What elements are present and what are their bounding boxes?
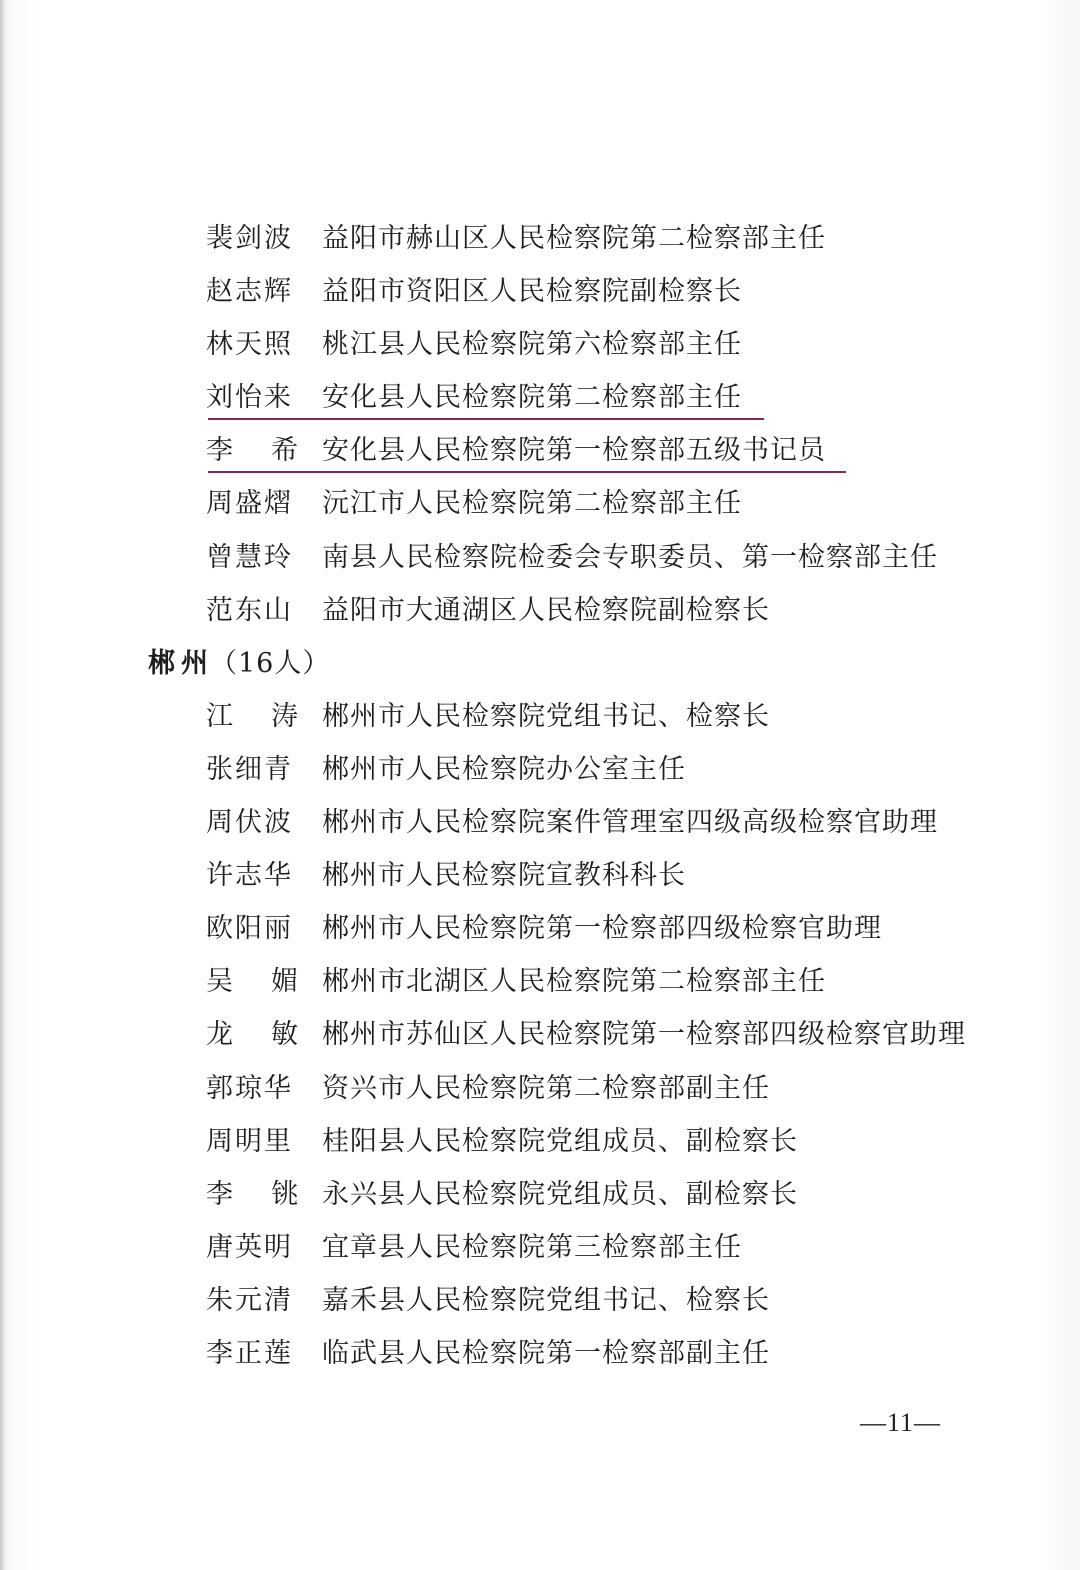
name-char: 李 bbox=[206, 1178, 233, 1210]
person-name bbox=[206, 1168, 298, 1221]
list-item bbox=[0, 1274, 1080, 1327]
person-title: 南县人民检察院检委会专职委员、第一检察部主任 bbox=[322, 541, 938, 573]
person-name bbox=[206, 955, 298, 1008]
person-name: 李正莲 bbox=[206, 1337, 293, 1369]
person-name: 唐英明 bbox=[206, 1231, 293, 1263]
person-name: 周伏波 bbox=[206, 807, 293, 839]
person-name: 周盛熠 bbox=[206, 488, 293, 520]
name-char: 李 bbox=[206, 435, 233, 467]
person-title: 郴州市苏仙区人民检察院第一检察部四级检察官助理 bbox=[322, 1019, 966, 1051]
person-name: 许志华 bbox=[206, 860, 293, 892]
list-item bbox=[0, 477, 1080, 530]
person-name: 张细青 bbox=[206, 753, 293, 785]
person-name: 林天照 bbox=[206, 329, 293, 361]
name-char: 敏 bbox=[271, 1019, 298, 1051]
name-char: 希 bbox=[271, 435, 298, 467]
list-item bbox=[0, 584, 1080, 637]
person-title: 郴州市人民检察院案件管理室四级高级检察官助理 bbox=[322, 807, 938, 839]
list-item bbox=[0, 265, 1080, 318]
person-title: 永兴县人民检察院党组成员、副检察长 bbox=[322, 1178, 798, 1210]
highlight-underline bbox=[208, 471, 846, 473]
person-name bbox=[206, 424, 298, 477]
person-title: 临武县人民检察院第一检察部副主任 bbox=[322, 1337, 770, 1369]
list-item bbox=[0, 690, 1080, 743]
list-item bbox=[0, 212, 1080, 265]
region-char: 郴 bbox=[148, 647, 175, 679]
person-title: 郴州市人民检察院第一检察部四级检察官助理 bbox=[322, 913, 882, 945]
name-char: 媚 bbox=[271, 966, 298, 998]
person-title: 安化县人民检察院第一检察部五级书记员 bbox=[322, 435, 826, 467]
person-name: 裴剑波 bbox=[206, 223, 293, 254]
person-title: 桃江县人民检察院第六检察部主任 bbox=[322, 329, 742, 361]
person-title: 郴州市人民检察院党组书记、检察长 bbox=[322, 700, 770, 732]
personnel-list bbox=[0, 212, 1080, 1380]
person-title: 嘉禾县人民检察院党组书记、检察长 bbox=[322, 1284, 770, 1316]
person-name: 曾慧玲 bbox=[206, 541, 293, 573]
person-name: 周明里 bbox=[206, 1125, 293, 1157]
list-item bbox=[0, 1062, 1080, 1115]
person-name: 欧阳丽 bbox=[206, 913, 293, 945]
list-item bbox=[0, 849, 1080, 902]
list-item bbox=[0, 796, 1080, 849]
person-title: 安化县人民检察院第二检察部主任 bbox=[322, 382, 742, 414]
person-title: 沅江市人民检察院第二检察部主任 bbox=[322, 488, 742, 520]
person-title: 益阳市赫山区人民检察院第二检察部主任 bbox=[322, 223, 826, 254]
highlight-underline bbox=[208, 418, 764, 420]
person-name: 郭琼华 bbox=[206, 1072, 293, 1104]
region-count: （16人） bbox=[210, 647, 331, 679]
list-item bbox=[0, 902, 1080, 955]
person-title: 宜章县人民检察院第三检察部主任 bbox=[322, 1231, 742, 1263]
person-name bbox=[206, 1008, 298, 1061]
person-title: 郴州市人民检察院宣教科科长 bbox=[322, 860, 686, 892]
person-title: 资兴市人民检察院第二检察部副主任 bbox=[322, 1072, 770, 1104]
list-item bbox=[0, 1221, 1080, 1274]
person-name: 赵志辉 bbox=[206, 276, 293, 308]
name-char: 龙 bbox=[206, 1019, 233, 1051]
list-item bbox=[0, 531, 1080, 584]
list-item bbox=[0, 318, 1080, 371]
list-item bbox=[0, 743, 1080, 796]
name-char: 吴 bbox=[206, 966, 233, 998]
person-title: 郴州市人民检察院办公室主任 bbox=[322, 753, 686, 785]
list-item bbox=[0, 1327, 1080, 1380]
person-name: 朱元清 bbox=[206, 1284, 293, 1316]
list-item bbox=[0, 1115, 1080, 1168]
list-item bbox=[0, 955, 1080, 1008]
region-name bbox=[148, 637, 208, 690]
person-title: 桂阳县人民检察院党组成员、副检察长 bbox=[322, 1125, 798, 1157]
list-item-underlined bbox=[0, 371, 1080, 424]
page-number: —11— bbox=[860, 1408, 942, 1437]
person-name: 范东山 bbox=[206, 594, 293, 626]
person-title: 益阳市资阳区人民检察院副检察长 bbox=[322, 276, 742, 308]
name-char: 涛 bbox=[271, 700, 298, 732]
person-name: 刘怡来 bbox=[206, 382, 293, 414]
name-char: 江 bbox=[206, 700, 233, 732]
list-item-underlined bbox=[0, 424, 1080, 477]
section-heading-chenzhou bbox=[0, 637, 1080, 690]
list-item bbox=[0, 1168, 1080, 1221]
person-title: 郴州市北湖区人民检察院第二检察部主任 bbox=[322, 966, 826, 998]
name-char: 铫 bbox=[271, 1178, 298, 1210]
list-item bbox=[0, 1008, 1080, 1061]
person-name bbox=[206, 690, 298, 743]
region-char: 州 bbox=[181, 647, 208, 679]
person-title: 益阳市大通湖区人民检察院副检察长 bbox=[322, 594, 770, 626]
